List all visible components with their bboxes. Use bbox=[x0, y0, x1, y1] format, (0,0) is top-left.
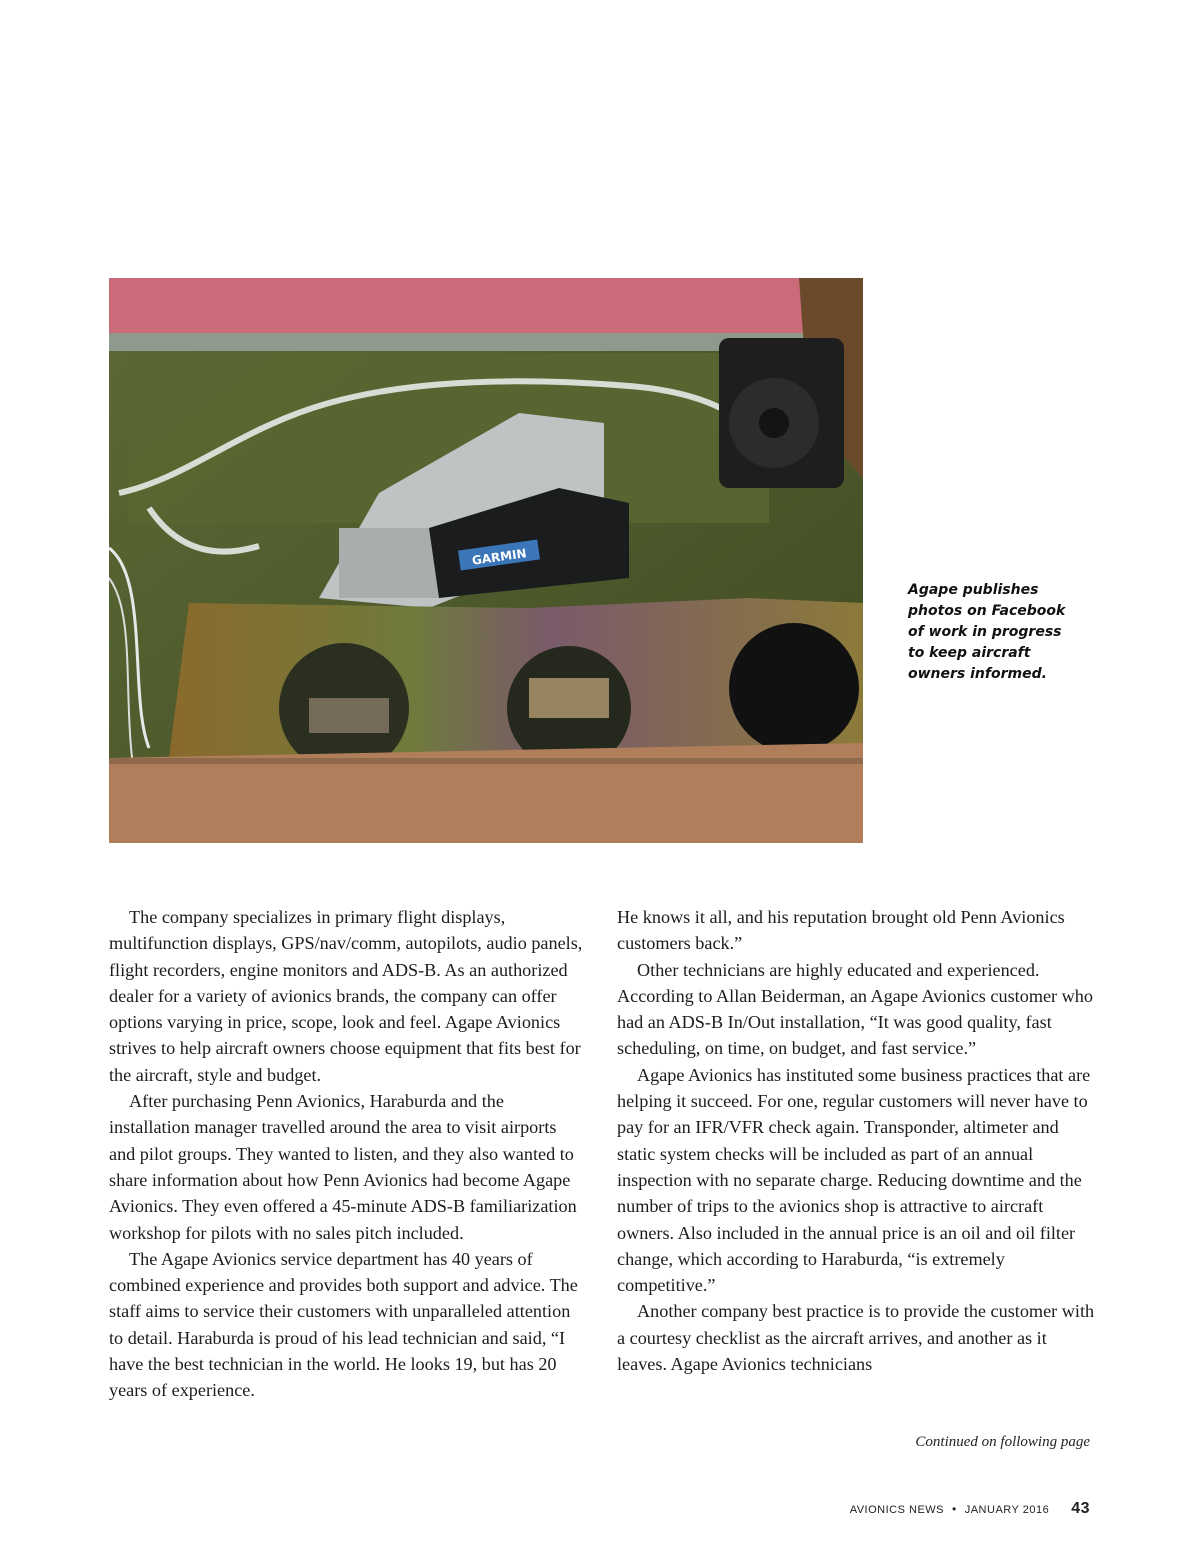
article-paragraph: Another company best practice is to provide the customer with a courtesy checklist as the aircraft arrives, and another as it leaves. Agape Avionics technicians bbox=[617, 1301, 1095, 1375]
garmin-label: GARMIN bbox=[471, 546, 528, 568]
article-paragraph: The company specializes in primary flight displays, multifunction displays, GPS/nav/comm, autopilots, audio panels, flight recorders, engine monitors and ADS-B. As an authorized dealer for a variety of avionics brands, the company can offer options varying in price, scope, look and feel. Agape Avionics strives to help aircraft owners choose equipment that fits best for the aircraft, style and budget. bbox=[109, 907, 583, 1085]
caption-line: owners informed. bbox=[908, 666, 1047, 682]
article-paragraph: After purchasing Penn Avionics, Haraburda and the installation manager travelled around the area to visit airports and pilot groups. They wanted to listen, and they also wanted to share information about how Penn Avionics had become Agape Avionics. They even offered a 45-minute ADS-B familiarization workshop for pilots with no sales pitch included. bbox=[109, 1091, 577, 1243]
caption-line: to keep aircraft bbox=[908, 645, 1031, 661]
article-column-left bbox=[109, 904, 584, 1404]
page-footer bbox=[850, 1500, 1090, 1524]
issue-date: JANUARY 2016 bbox=[964, 1504, 1050, 1516]
article-paragraph: Other technicians are highly educated and experienced. According to Allan Beiderman, an Agape Avionics customer who had an ADS-B In/Out installation, “It was good quality, fast scheduling, on time, on budget, and fast service.” bbox=[617, 959, 1093, 1059]
article-photo bbox=[109, 278, 863, 843]
article-paragraph: Agape Avionics has instituted some business practices that are helping it succeed. For one, regular customers will never have to pay for an IFR/VFR check again. Transponder, altimeter and static system checks will be included as part of an annual inspection with no separate charge. Reducing downtime and the number of trips to the avionics shop is attractive to aircraft owners. Also included in the annual price is an oil and oil filter change, which according to Haraburda, “is extremely competitive.” bbox=[617, 1064, 1091, 1296]
article-column-right bbox=[617, 904, 1095, 1377]
footer-separator: • bbox=[952, 1502, 957, 1516]
page-number: 43 bbox=[1071, 1500, 1090, 1517]
caption-line: Agape publishes bbox=[908, 582, 1039, 598]
article-paragraph: The Agape Avionics service department has 40 years of combined experience and provides both support and advice. The staff aims to service their customers with unparalleled attention to detail. Haraburda is proud of his lead technician and said, “I have the best technician in the world. He looks 19, but has 20 years of experience. bbox=[109, 1248, 578, 1401]
avionics-bay-photo bbox=[109, 278, 863, 843]
caption-line: photos on Facebook bbox=[908, 603, 1066, 619]
caption-line: of work in progress bbox=[908, 624, 1062, 640]
article-paragraph-continuation: He knows it all, and his reputation brought old Penn Avionics customers back.” bbox=[617, 907, 1065, 954]
continued-note: Continued on following page bbox=[915, 1434, 1090, 1450]
publication-name: AVIONICS NEWS bbox=[849, 1504, 945, 1516]
photo-caption bbox=[908, 580, 1078, 685]
